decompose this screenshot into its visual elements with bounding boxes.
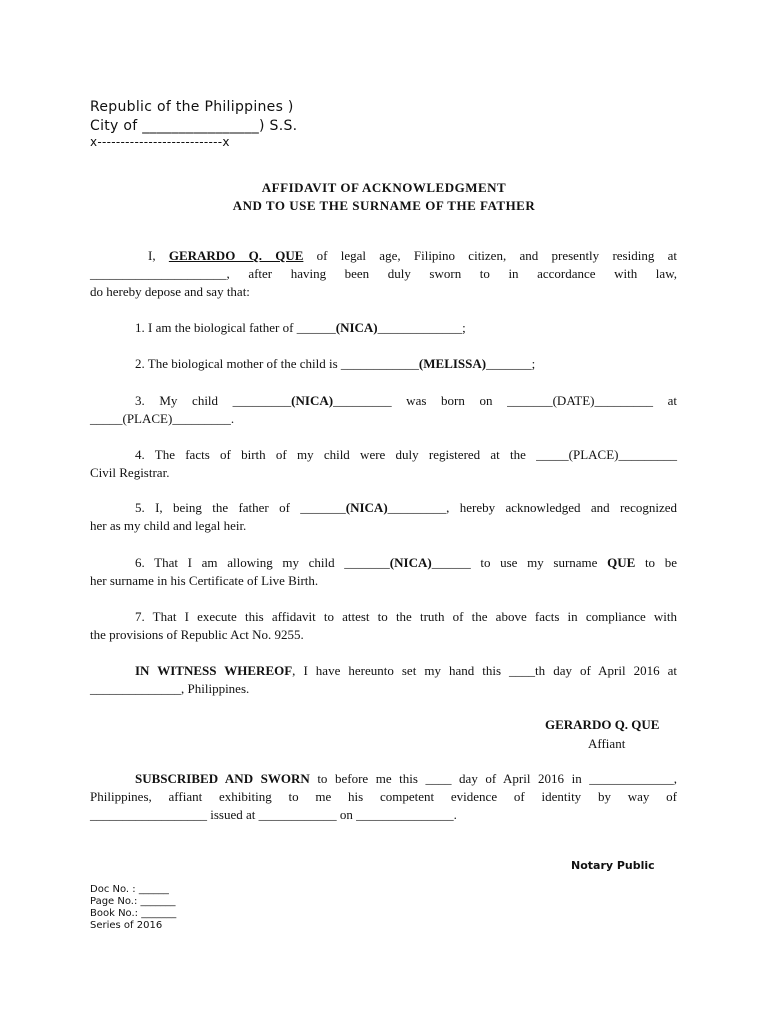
intro-text: I, (148, 248, 169, 263)
item-6-line-1 (135, 555, 677, 571)
child-name-3: (NICA) (291, 393, 334, 408)
item-5-line-2: her as my child and legal heir. (90, 518, 247, 533)
item-1-blank: _____________; (377, 320, 466, 335)
item-2-blank: _______; (486, 356, 536, 371)
intro-line-3: do hereby depose and say that: (90, 284, 250, 299)
item-1-text: 1. I am the biological father of ______ (135, 320, 336, 335)
subscribed-heading: SUBSCRIBED AND SWORN (135, 771, 310, 786)
doc-number: Doc No. : ______ (90, 884, 169, 895)
item-6-text-2: ______ to use my surname (431, 555, 608, 570)
item-1 (135, 320, 466, 336)
intro-line-2: _____________________, after having been duly sworn to in accordance with law, (90, 266, 677, 281)
subscribed-line-2: Philippines, affiant exhibiting to me his competent evidence of identity by way of (90, 789, 677, 804)
item-3-text: 3. My child _________ (135, 393, 292, 408)
item-2 (135, 356, 535, 372)
item-3-text-2: _________ was born on _______(DATE)_________ at (333, 393, 677, 408)
item-5-line-1 (135, 500, 677, 516)
header-republic: Republic of the Philippines ) (90, 99, 294, 115)
subscribed-text: to before me this ____ day of April 2016 in _____________, (309, 771, 677, 786)
item-3-line-1 (135, 393, 677, 409)
item-5-text-2: _________, hereby acknowledged and recognized (387, 500, 677, 515)
intro-line-1 (148, 248, 677, 264)
book-number: Book No.: _______ (90, 908, 177, 919)
intro-text-2: of legal age, Filipino citizen, and presently residing at (303, 248, 677, 263)
item-4-line-1: 4. The facts of birth of my child were duly registered at the _____(PLACE)_________ (135, 447, 677, 462)
item-6-text-3: to be (635, 555, 677, 570)
subscribed-line-1 (135, 771, 677, 787)
witness-line-1 (135, 663, 677, 679)
series: Series of 2016 (90, 920, 163, 931)
witness-text: , I have hereunto set my hand this ____th day of April 2016 at (292, 663, 677, 678)
witness-heading: IN WITNESS WHEREOF (135, 663, 293, 678)
affiant-label: Affiant (588, 736, 626, 751)
header-city: City of ________________) S.S. (90, 118, 298, 134)
child-name-5: (NICA) (345, 500, 388, 515)
item-7-line-1: 7. That I execute this affidavit to attest to the truth of the above facts in compliance with (135, 609, 677, 624)
item-6-text: 6. That I am allowing my child _______ (135, 555, 390, 570)
child-name-6: (NICA) (389, 555, 432, 570)
mother-name: (MELISSA) (418, 356, 487, 371)
document-subtitle: AND TO USE THE SURNAME OF THE FATHER (232, 198, 536, 213)
subscribed-line-3: __________________ issued at ____________ on _______________. (90, 807, 457, 822)
item-7-line-2: the provisions of Republic Act No. 9255. (90, 627, 304, 642)
header-divider: x---------------------------x (90, 135, 230, 149)
item-4-line-2: Civil Registrar. (90, 465, 170, 480)
affiant-name: GERARDO Q. QUE (545, 717, 660, 732)
item-2-text: 2. The biological mother of the child is ____________ (135, 356, 419, 371)
notary-public-label: Notary Public (571, 859, 655, 872)
item-6-line-2: her surname in his Certificate of Live Birth. (90, 573, 319, 588)
item-3-line-2: _____(PLACE)_________. (90, 411, 235, 426)
child-name-1: (NICA) (335, 320, 378, 335)
item-5-text: 5. I, being the father of _______ (135, 500, 346, 515)
surname: QUE (607, 555, 636, 570)
affiant-name-inline: GERARDO Q. QUE (168, 248, 304, 263)
document-title: AFFIDAVIT OF ACKNOWLEDGMENT (261, 180, 507, 195)
page-number: Page No.: _______ (90, 896, 176, 907)
witness-line-2: ______________, Philippines. (90, 681, 250, 696)
